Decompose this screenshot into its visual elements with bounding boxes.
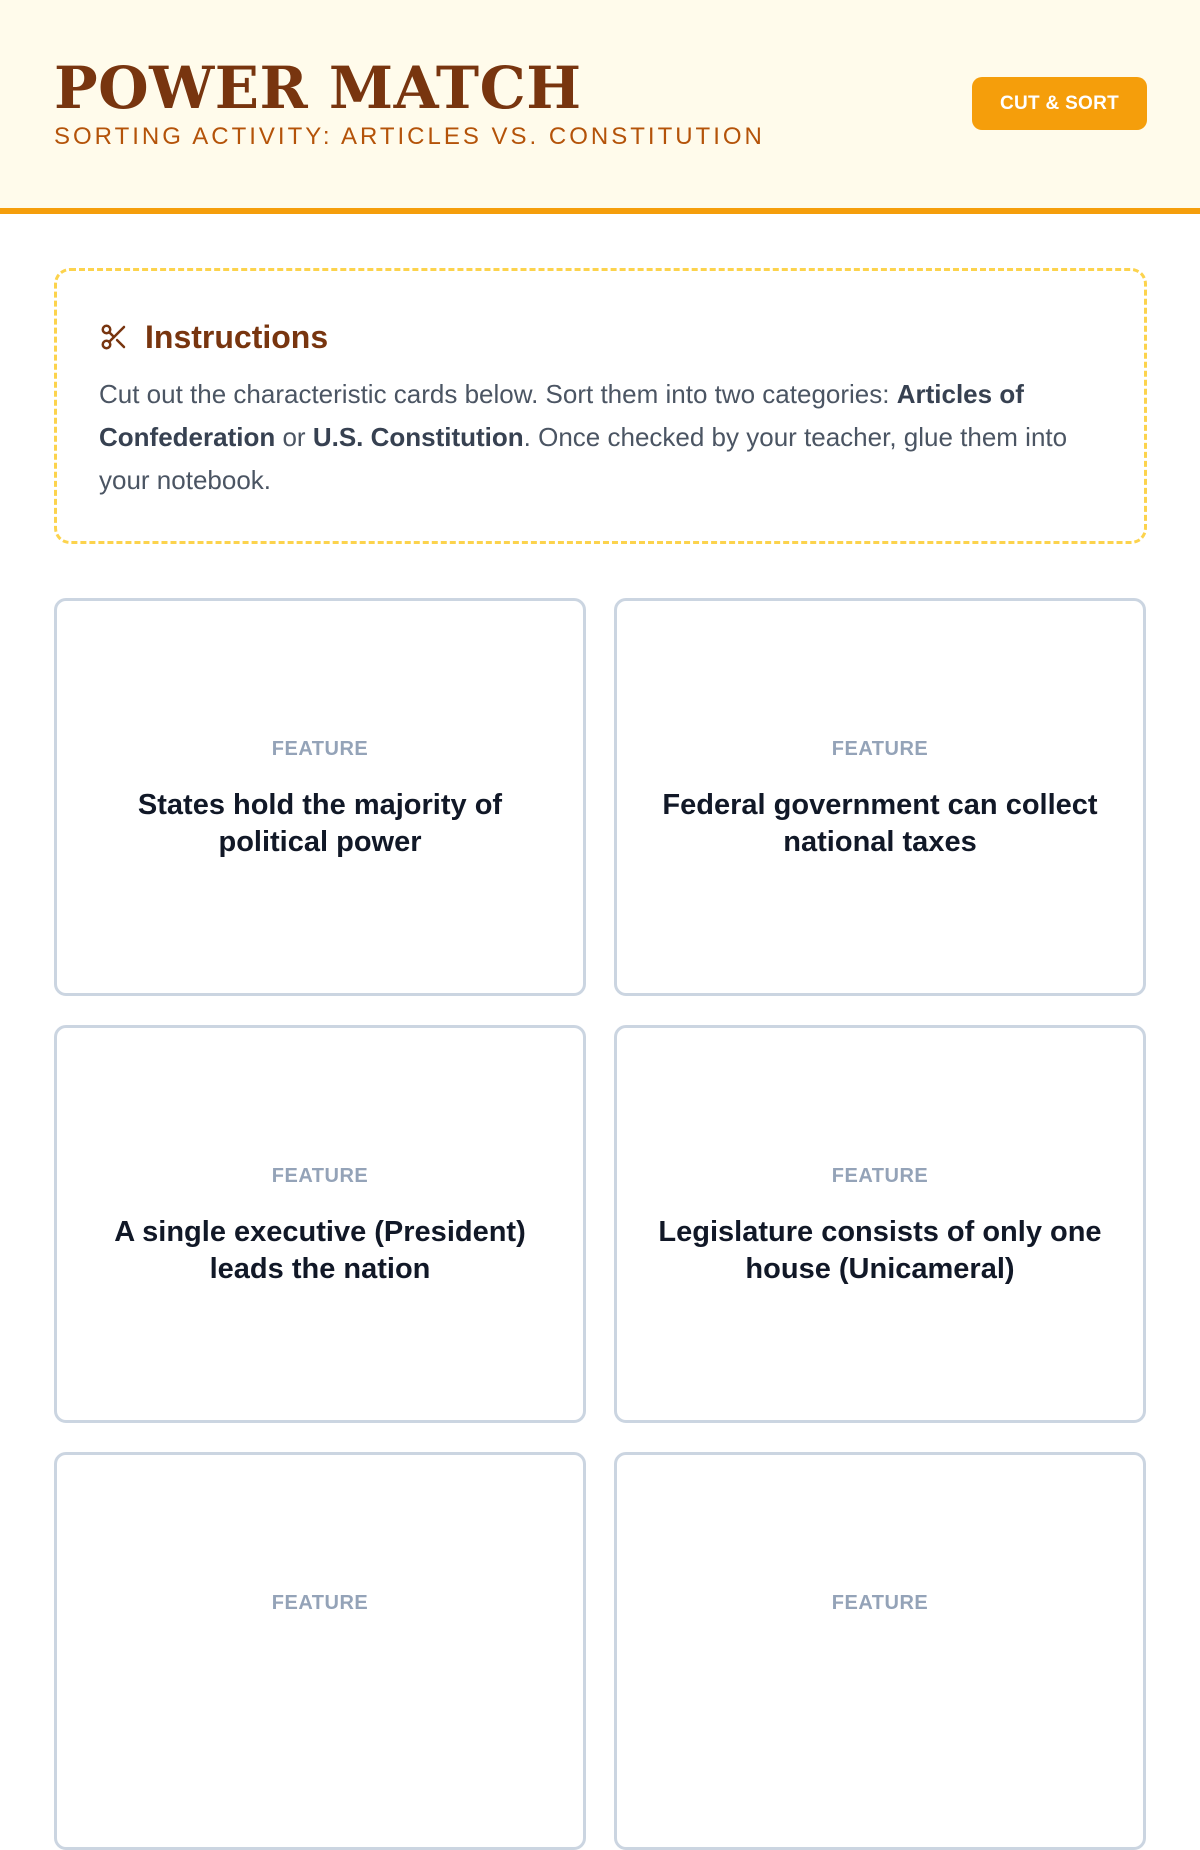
category-constitution: U.S. Constitution	[312, 422, 524, 452]
card-text: Legislature consists of only one house (Unicameral)	[658, 1216, 1102, 1285]
scissors-icon	[99, 322, 129, 352]
sort-card[interactable]	[54, 1025, 586, 1423]
card-tag: FEATURE	[831, 1165, 929, 1187]
sort-card[interactable]	[614, 1452, 1146, 1850]
sort-card[interactable]	[614, 1025, 1146, 1423]
sort-card[interactable]	[614, 598, 1146, 996]
card-text: States hold the majority of political power	[137, 789, 503, 858]
page-title: POWER MATCH	[54, 54, 582, 122]
category-articles: Articles of Confederation	[99, 379, 1024, 452]
instructions-box	[54, 268, 1147, 544]
card-tag: FEATURE	[271, 1165, 369, 1187]
card-tag: FEATURE	[831, 1592, 929, 1614]
card-tag: FEATURE	[271, 738, 369, 760]
page-header	[0, 0, 1200, 214]
instructions-title: Instructions	[145, 319, 329, 355]
sort-card[interactable]	[54, 598, 586, 996]
cut-sort-button[interactable]: CUT & SORT	[972, 77, 1147, 130]
card-tag: FEATURE	[831, 738, 929, 760]
sort-card[interactable]	[54, 1452, 586, 1850]
card-text: Federal government can collect national taxes	[662, 789, 1098, 858]
card-tag: FEATURE	[271, 1592, 369, 1614]
card-text: A single executive (President) leads the nation	[114, 1216, 526, 1285]
instructions-heading	[99, 319, 328, 355]
page-subtitle: SORTING ACTIVITY: ARTICLES VS. CONSTITUTION	[54, 123, 765, 150]
instructions-text: Cut out the characteristic cards below. Sort them into two categories: Articles of Confederation or U.S. Constitution. Once checked by your teacher, glue them into your notebook.	[99, 379, 1068, 495]
